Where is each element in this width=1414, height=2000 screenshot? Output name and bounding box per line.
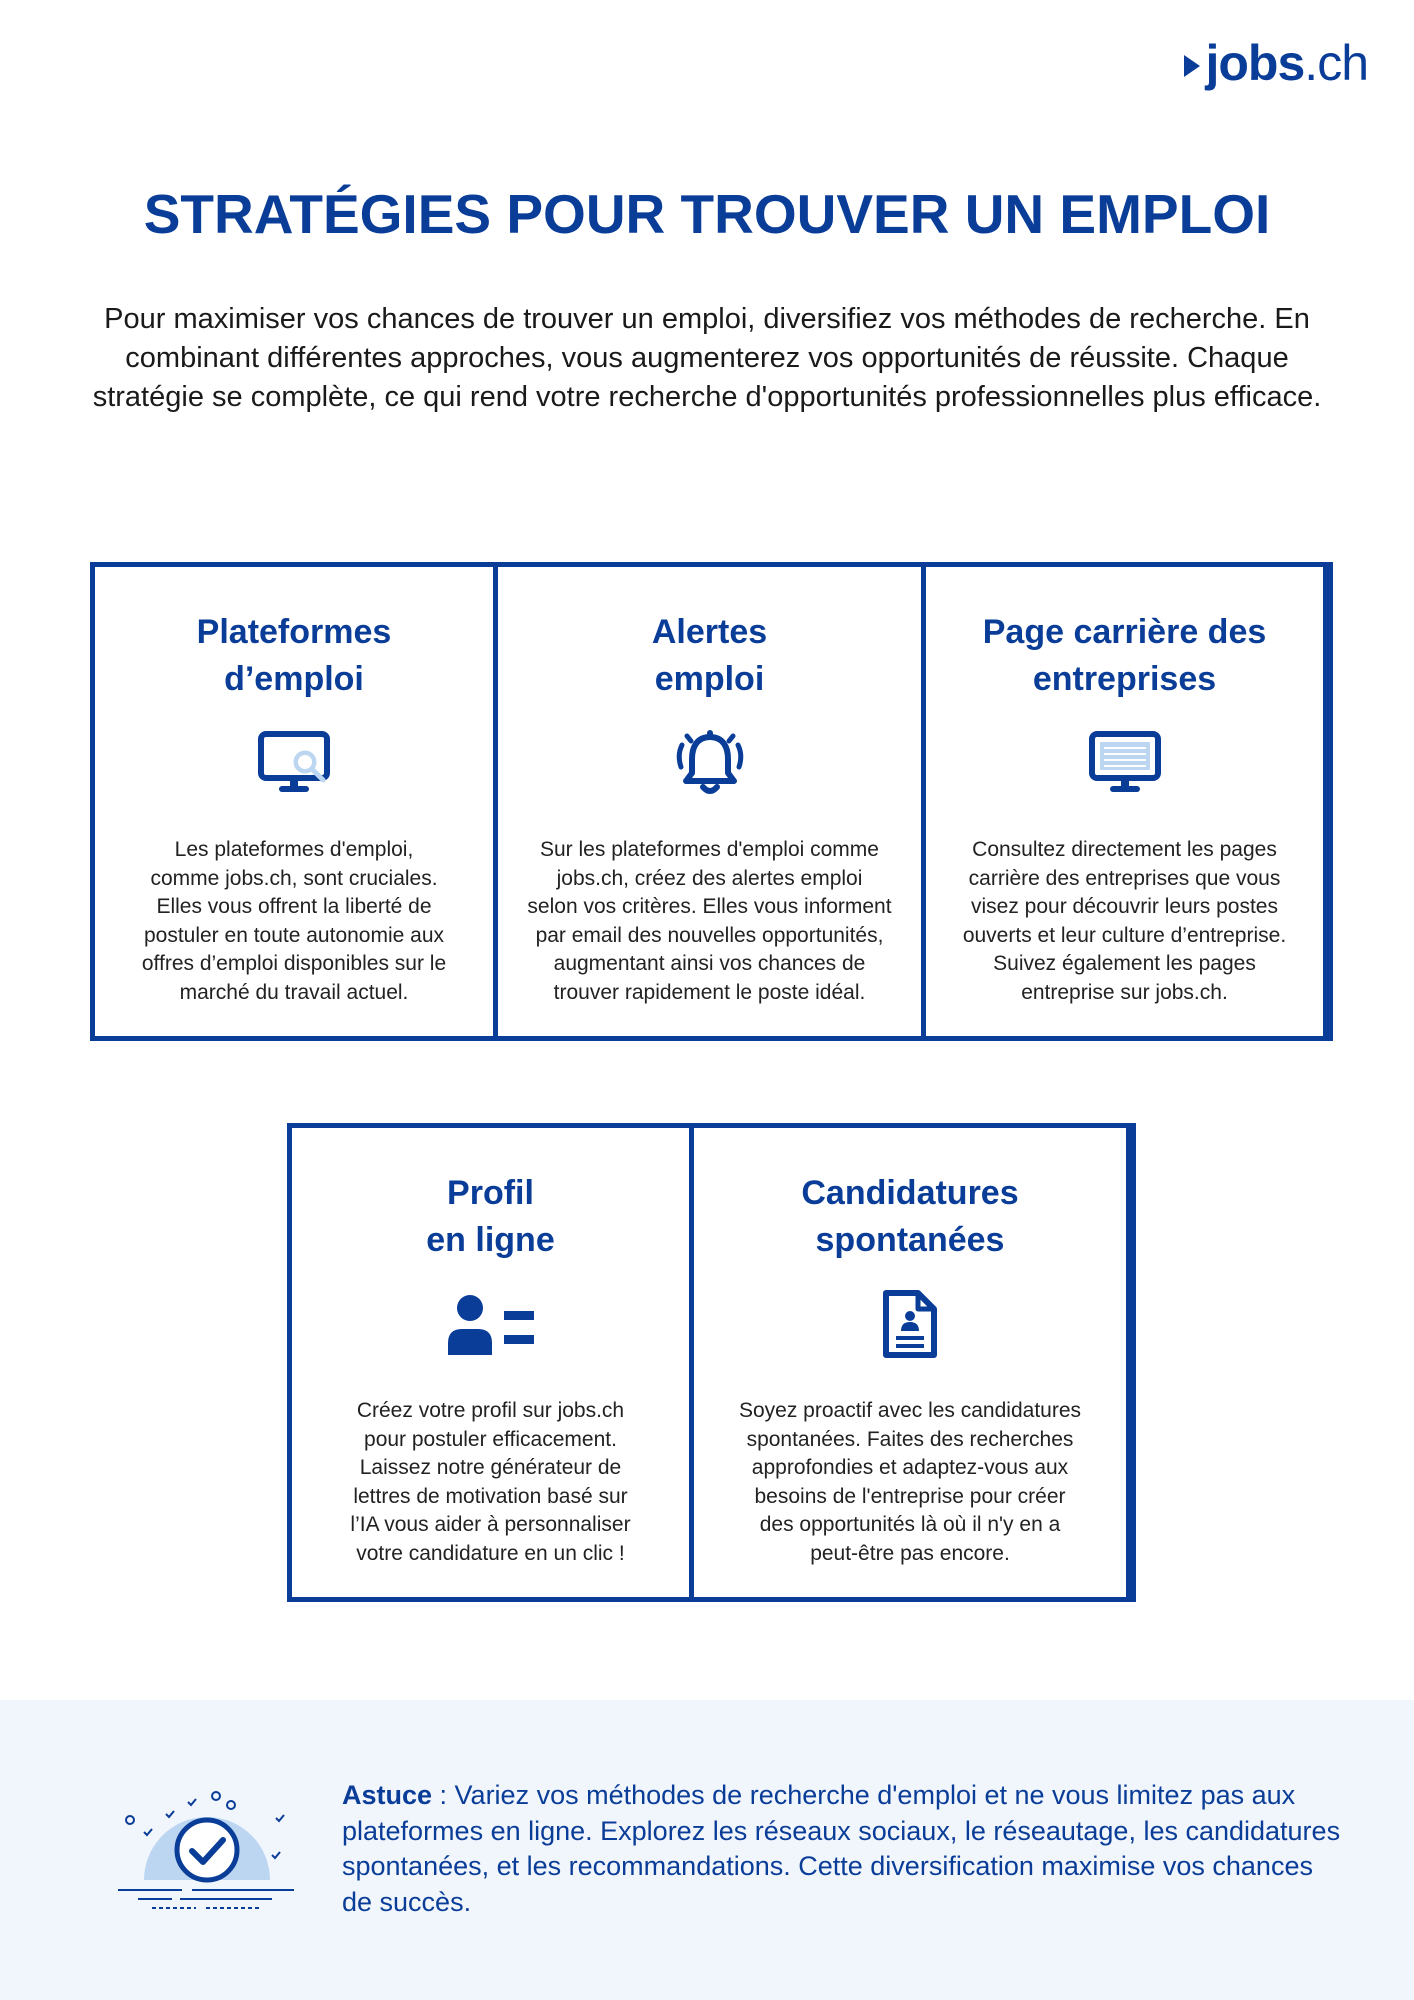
strategy-grid-top xyxy=(90,562,1333,1041)
card-profil-en-ligne xyxy=(292,1128,689,1597)
checkmark-badge-icon xyxy=(112,1780,302,1925)
logo-wordmark: jobs.ch xyxy=(1205,35,1368,91)
card-title: Plateformes d’emploi xyxy=(196,613,392,698)
tip-text: Astuce : Variez vos méthodes de recherche d'emploi et ne vous limitez pas aux plateformes en ligne. Explorez les réseaux sociaux, le réseautage, les candidatures spontanées, et les recommandations. Cette diversification maximise vos chances de succès. xyxy=(342,1780,1341,1917)
monitor-page-icon xyxy=(1088,728,1162,798)
tip-body: Variez vos méthodes de recherche d'emploi et ne vous limitez pas aux plateformes en ligne. Explorez les réseaux sociaux, le réseautage, les candidatures spontanées, et les recommandations. Cette diversification maximise vos chances de succès. xyxy=(342,1780,1341,1917)
card-title: Candidatures spontanées xyxy=(801,1174,1019,1259)
card-alertes-emploi xyxy=(498,567,921,1036)
resume-document-icon xyxy=(880,1289,940,1359)
bell-alert-icon xyxy=(673,728,747,798)
page-title: STRATÉGIES POUR TROUVER UN EMPLOI xyxy=(143,183,1271,245)
card-description: Les plateformes d'emploi, comme jobs.ch, sont cruciales. Elles vous offrent la liberté de postuler en toute autonomie aux offres d’emploi disponibles sur le marché du travail actuel. xyxy=(141,838,447,1004)
strategy-grid-bottom xyxy=(287,1123,1136,1602)
play-arrow-icon xyxy=(1184,55,1200,77)
monitor-search-icon xyxy=(257,728,331,798)
card-description: Créez votre profil sur jobs.ch pour postuler efficacement. Laissez notre générateur de lettres de motivation basé sur l’IA vous aider à personnaliser votre candidature en un clic ! xyxy=(350,1399,631,1565)
card-page-carriere xyxy=(926,567,1323,1036)
card-title: Alertes emploi xyxy=(651,613,768,698)
intro-paragraph: Pour maximiser vos chances de trouver un emploi, diversifiez vos méthodes de recherche. En combinant différentes approches, vous augmenterez vos opportunités de réussite. Chaque stratégie se complète, ce qui rend votre recherche d'opportunités professionnelles plus efficace. xyxy=(92,303,1322,413)
card-description: Sur les plateformes d'emploi comme jobs.ch, créez des alertes emploi selon vos critères. Elles vous informent par email des nouvelles opportunités, augmentant ainsi vos chances de trouver rapidement le poste idéal. xyxy=(527,838,892,1004)
jobs-ch-logo xyxy=(1184,34,1369,92)
card-title: Page carrière des entreprises xyxy=(982,613,1267,698)
tip-label: Astuce xyxy=(342,1780,433,1810)
card-description: Soyez proactif avec les candidatures spontanées. Faites des recherches approfondies et adaptez-vous aux besoins de l'entreprise pour créer des opportunités là où il n'y en a peut-être pas encore. xyxy=(738,1399,1082,1565)
card-candidatures-spontanees xyxy=(694,1128,1126,1597)
card-description: Consultez directement les pages carrière des entreprises que vous visez pour découvrir leurs postes ouverts et leur culture d’entreprise. Suivez également les pages entreprise sur jobs.ch. xyxy=(962,838,1287,1004)
profile-card-icon xyxy=(446,1289,536,1359)
card-title: Profil en ligne xyxy=(426,1174,555,1259)
card-plateformes-emploi xyxy=(95,567,493,1036)
